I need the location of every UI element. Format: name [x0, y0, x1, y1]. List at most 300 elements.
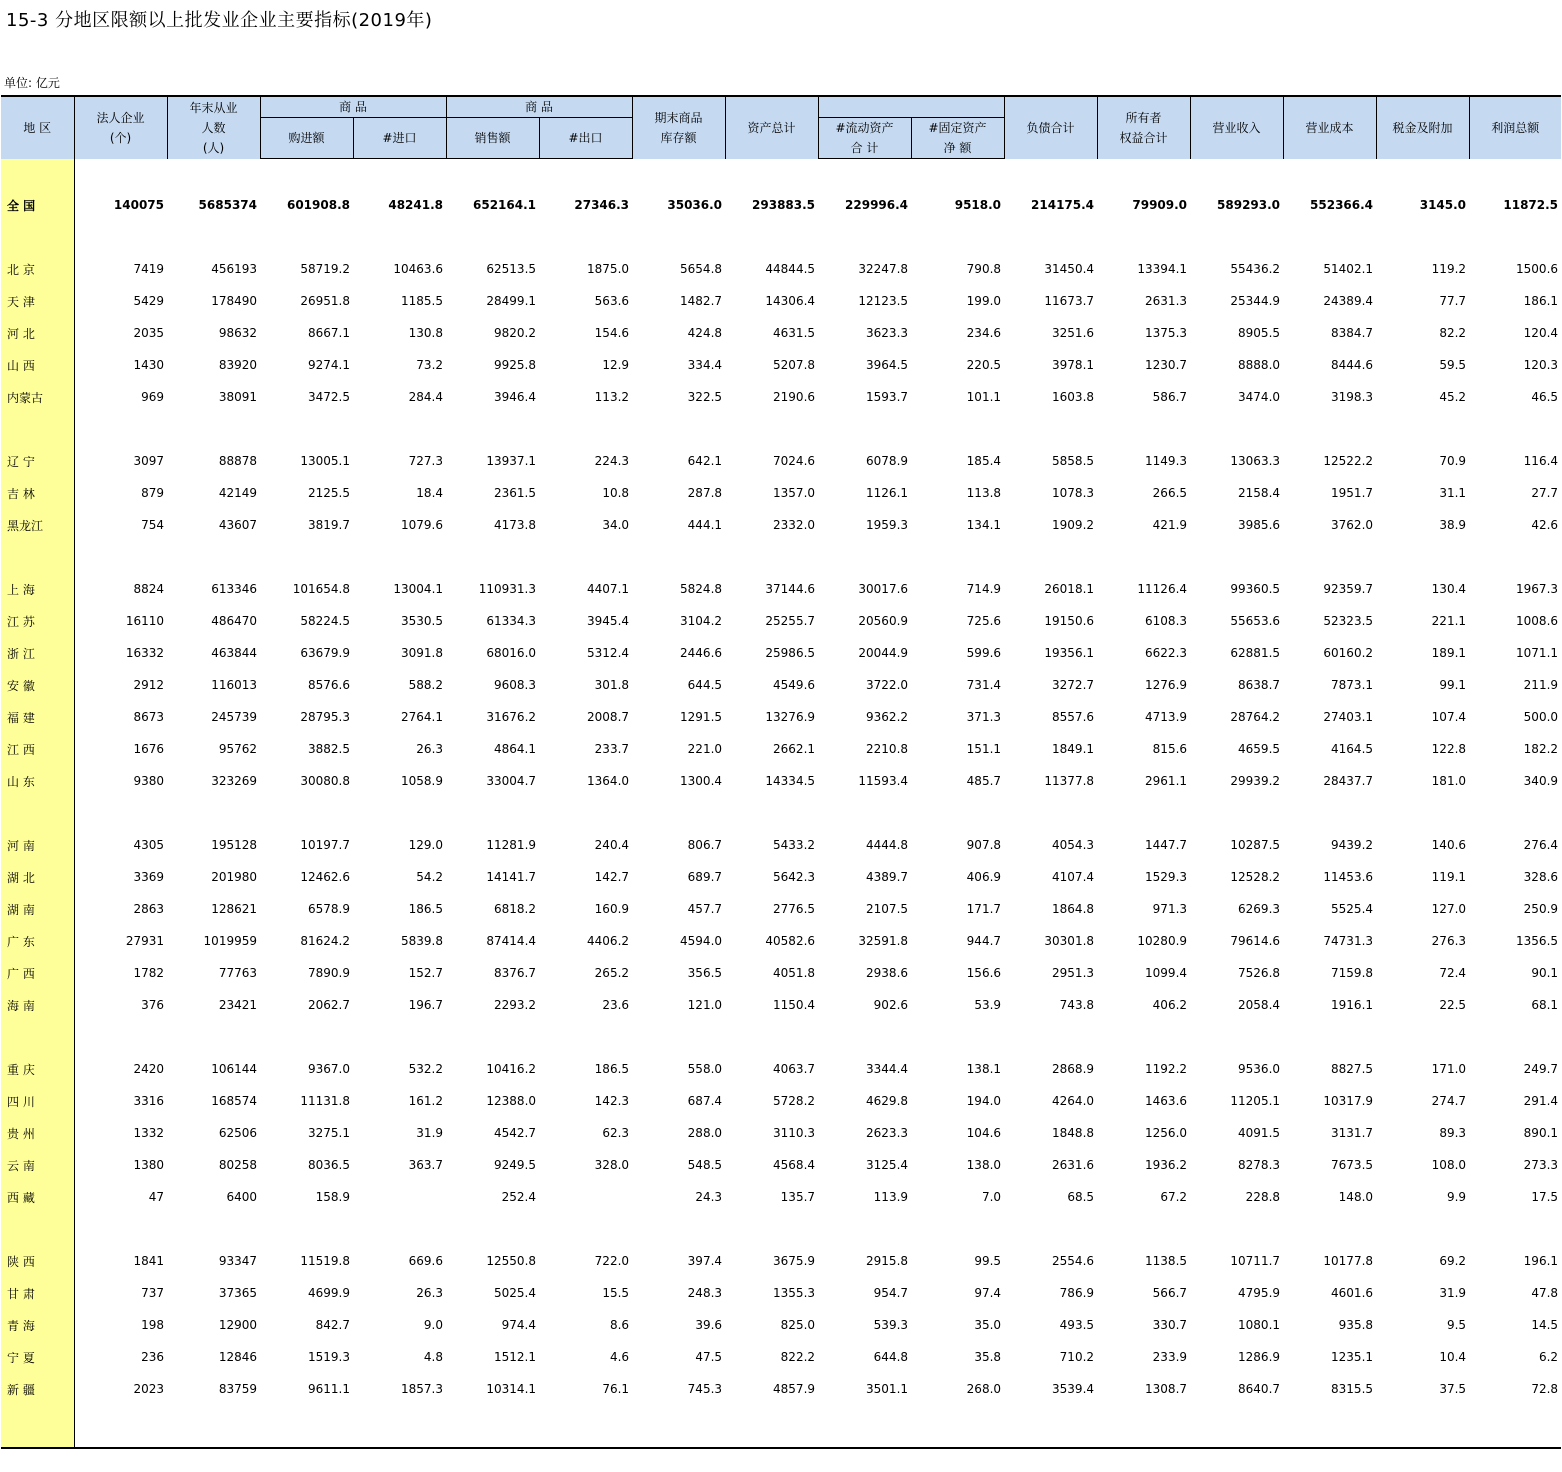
value-cell: 2125.5	[308, 486, 350, 500]
value-cell: 5642.3	[773, 870, 816, 884]
value-cell: 5525.4	[1331, 902, 1374, 916]
value-cell: 486470	[211, 614, 257, 628]
value-cell: 2662.1	[773, 742, 816, 756]
value-cell: 6.2	[1538, 1350, 1559, 1364]
value-cell: 1300.4	[680, 774, 723, 788]
value-cell: 10314.1	[486, 1382, 537, 1396]
value-cell: 43607	[218, 518, 257, 532]
value-cell: 134.1	[966, 518, 1002, 532]
value-cell: 1447.7	[1145, 838, 1188, 852]
value-cell: 11281.9	[486, 838, 537, 852]
value-cell: 4264.0	[1052, 1094, 1095, 1108]
value-cell: 1951.7	[1331, 486, 1374, 500]
table-row	[1, 1053, 1561, 1085]
value-cell: 334.4	[687, 358, 723, 372]
value-cell: 8278.3	[1238, 1158, 1281, 1172]
header-sales: 销售额	[446, 118, 539, 159]
value-cell: 8557.6	[1052, 710, 1095, 724]
value-cell: 25255.7	[765, 614, 816, 628]
region-cell: 广 东	[1, 925, 74, 957]
value-cell: 58719.2	[300, 262, 350, 276]
value-cell: 35036.0	[667, 198, 723, 212]
table-row	[1, 285, 1561, 317]
value-cell: 14.5	[1531, 1318, 1559, 1332]
value-cell: 99.5	[974, 1254, 1002, 1268]
value-cell: 5312.4	[587, 646, 630, 660]
value-cell: 12550.8	[486, 1254, 537, 1268]
value-cell: 2915.8	[866, 1254, 909, 1268]
value-cell: 644.8	[873, 1350, 909, 1364]
value-cell: 16110	[125, 614, 164, 628]
header-profit: 利润总额	[1469, 96, 1561, 159]
value-cell: 45.2	[1439, 390, 1467, 404]
value-cell: 62513.5	[486, 262, 537, 276]
value-cell: 1276.9	[1145, 678, 1188, 692]
value-cell: 406.9	[966, 870, 1002, 884]
value-cell: 127.0	[1431, 902, 1467, 916]
value-cell: 1071.1	[1516, 646, 1559, 660]
value-cell: 37365	[218, 1286, 257, 1300]
value-cell: 7526.8	[1238, 966, 1281, 980]
value-cell: 128621	[211, 902, 257, 916]
value-cell: 97.4	[974, 1286, 1002, 1300]
value-cell: 7.0	[981, 1190, 1002, 1204]
value-cell: 323269	[211, 774, 257, 788]
value-cell: 211.9	[1523, 678, 1559, 692]
region-cell: 甘 肃	[1, 1277, 74, 1309]
value-cell: 737	[141, 1286, 164, 1300]
value-cell: 11126.4	[1137, 582, 1188, 596]
value-cell: 1126.1	[866, 486, 909, 500]
value-cell: 5429	[133, 294, 164, 308]
value-cell: 72.8	[1531, 1382, 1559, 1396]
header-purchase: 购进额	[260, 118, 353, 159]
region-cell: 新 疆	[1, 1373, 74, 1405]
value-cell: 669.6	[408, 1254, 444, 1268]
value-cell: 725.6	[966, 614, 1002, 628]
value-cell: 83920	[218, 358, 257, 372]
value-cell: 95762	[218, 742, 257, 756]
value-cell: 9820.2	[494, 326, 537, 340]
value-cell: 1019959	[203, 934, 257, 948]
value-cell: 613346	[211, 582, 257, 596]
value-cell: 493.5	[1059, 1318, 1095, 1332]
value-cell: 652164.1	[473, 198, 537, 212]
value-cell: 288.0	[687, 1126, 723, 1140]
value-cell: 4601.6	[1331, 1286, 1374, 1300]
value-cell: 18.4	[416, 486, 444, 500]
value-cell: 107.4	[1431, 710, 1467, 724]
value-cell: 10317.9	[1323, 1094, 1374, 1108]
value-cell: 29939.2	[1230, 774, 1281, 788]
table-row	[1, 1373, 1561, 1405]
value-cell: 108.0	[1431, 1158, 1467, 1172]
value-cell: 714.9	[966, 582, 1002, 596]
value-cell: 4795.9	[1238, 1286, 1281, 1300]
value-cell: 4542.7	[494, 1126, 537, 1140]
value-cell: 1357.0	[773, 486, 816, 500]
value-cell: 1529.3	[1145, 870, 1188, 884]
value-cell: 4051.8	[773, 966, 816, 980]
value-cell: 12388.0	[486, 1094, 537, 1108]
value-cell: 171.7	[966, 902, 1002, 916]
value-cell: 113.2	[594, 390, 630, 404]
value-cell: 4864.1	[494, 742, 537, 756]
value-cell: 743.8	[1059, 998, 1095, 1012]
value-cell: 7159.8	[1331, 966, 1374, 980]
value-cell: 110931.3	[478, 582, 537, 596]
header-export: #出口	[539, 118, 632, 159]
value-cell: 5433.2	[773, 838, 816, 852]
value-cell: 1235.1	[1331, 1350, 1374, 1364]
value-cell: 5207.8	[773, 358, 816, 372]
value-cell: 4107.4	[1052, 870, 1095, 884]
value-cell: 2868.9	[1052, 1062, 1095, 1076]
value-cell: 148.0	[1338, 1190, 1374, 1204]
region-cell: 河 南	[1, 829, 74, 861]
value-cell: 2623.3	[866, 1126, 909, 1140]
value-cell: 28499.1	[486, 294, 537, 308]
value-cell: 48241.8	[388, 198, 444, 212]
value-cell: 52323.5	[1323, 614, 1374, 628]
value-cell: 51402.1	[1323, 262, 1374, 276]
value-cell: 229996.4	[845, 198, 909, 212]
value-cell: 171.0	[1431, 1062, 1467, 1076]
value-cell: 599.6	[966, 646, 1002, 660]
spacer-row	[1, 159, 1561, 190]
value-cell: 10711.7	[1230, 1254, 1281, 1268]
value-cell: 2420	[133, 1062, 164, 1076]
spacer-row	[1, 1021, 1561, 1053]
value-cell: 82.2	[1439, 326, 1467, 340]
value-cell: 101654.8	[292, 582, 350, 596]
value-cell: 3474.0	[1238, 390, 1281, 404]
value-cell: 8905.5	[1238, 326, 1281, 340]
value-cell: 250.9	[1523, 902, 1559, 916]
value-cell: 642.1	[687, 454, 723, 468]
value-cell: 40582.6	[765, 934, 816, 948]
table-row	[1, 1277, 1561, 1309]
value-cell: 276.3	[1431, 934, 1467, 948]
header-inventory: 期末商品 库存额	[632, 96, 725, 159]
header-tax: 税金及附加	[1376, 96, 1469, 159]
value-cell: 3882.5	[308, 742, 350, 756]
value-cell: 907.8	[966, 838, 1002, 852]
value-cell: 4.8	[423, 1350, 444, 1364]
table-row	[1, 701, 1561, 733]
value-cell: 1936.2	[1145, 1158, 1188, 1172]
value-cell: 39.6	[695, 1318, 723, 1332]
region-cell: 山 东	[1, 765, 74, 797]
value-cell: 371.3	[966, 710, 1002, 724]
value-cell: 363.7	[408, 1158, 444, 1172]
value-cell: 27931	[125, 934, 164, 948]
table-row	[1, 1341, 1561, 1373]
value-cell: 689.7	[687, 870, 723, 884]
value-cell: 563.6	[594, 294, 630, 308]
value-cell: 31.9	[416, 1126, 444, 1140]
value-cell: 104.6	[966, 1126, 1002, 1140]
value-cell: 122.8	[1431, 742, 1467, 756]
value-cell: 8444.6	[1331, 358, 1374, 372]
value-cell: 8827.5	[1331, 1062, 1374, 1076]
value-cell: 6400	[226, 1190, 257, 1204]
value-cell: 31.1	[1439, 486, 1467, 500]
region-cell: 湖 南	[1, 893, 74, 925]
value-cell: 77.7	[1439, 294, 1467, 308]
table-row	[1, 445, 1561, 477]
value-cell: 13276.9	[765, 710, 816, 724]
value-cell: 92359.7	[1323, 582, 1374, 596]
value-cell: 6622.3	[1145, 646, 1188, 660]
value-cell: 61334.3	[486, 614, 537, 628]
value-cell: 944.7	[966, 934, 1002, 948]
value-cell: 4173.8	[494, 518, 537, 532]
value-cell: 53.9	[974, 998, 1002, 1012]
value-cell: 485.7	[966, 774, 1002, 788]
value-cell: 11593.4	[858, 774, 909, 788]
value-cell: 552366.4	[1310, 198, 1374, 212]
value-cell: 1099.4	[1145, 966, 1188, 980]
value-cell: 70.9	[1439, 454, 1467, 468]
value-cell: 245739	[211, 710, 257, 724]
header-import: #进口	[353, 118, 446, 159]
value-cell: 8036.5	[308, 1158, 350, 1172]
value-cell: 9274.1	[308, 358, 350, 372]
value-cell: 37144.6	[765, 582, 816, 596]
value-cell: 1286.9	[1238, 1350, 1281, 1364]
value-cell: 35.0	[974, 1318, 1002, 1332]
value-cell: 1959.3	[866, 518, 909, 532]
value-cell: 2631.3	[1145, 294, 1188, 308]
value-cell: 3945.4	[587, 614, 630, 628]
value-cell: 6818.2	[494, 902, 537, 916]
value-cell: 77763	[218, 966, 257, 980]
value-cell: 99360.5	[1230, 582, 1281, 596]
value-cell: 1008.6	[1516, 614, 1559, 628]
value-cell: 87414.4	[486, 934, 537, 948]
value-cell: 424.8	[687, 326, 723, 340]
value-cell: 2863	[133, 902, 164, 916]
value-cell: 68016.0	[486, 646, 537, 660]
value-cell: 1967.3	[1516, 582, 1559, 596]
value-cell: 10197.7	[300, 838, 350, 852]
value-cell: 11673.7	[1044, 294, 1095, 308]
unit-label: 单位: 亿元	[4, 76, 60, 90]
value-cell: 586.7	[1152, 390, 1188, 404]
value-cell: 220.5	[966, 358, 1002, 372]
value-cell: 7419	[133, 262, 164, 276]
value-cell: 1185.5	[401, 294, 444, 308]
value-cell: 26018.1	[1044, 582, 1095, 596]
value-cell: 328.6	[1523, 870, 1559, 884]
value-cell: 214175.4	[1031, 198, 1095, 212]
region-cell: 重 庆	[1, 1053, 74, 1085]
value-cell: 731.4	[966, 678, 1002, 692]
value-cell: 37.5	[1439, 1382, 1467, 1396]
value-cell: 31450.4	[1044, 262, 1095, 276]
value-cell: 9925.8	[494, 358, 537, 372]
value-cell: 23.6	[602, 998, 630, 1012]
value-cell: 189.1	[1431, 646, 1467, 660]
value-cell: 268.0	[966, 1382, 1002, 1396]
value-cell: 5025.4	[494, 1286, 537, 1300]
value-cell: 11519.8	[300, 1254, 350, 1268]
value-cell: 31676.2	[486, 710, 537, 724]
region-cell: 山 西	[1, 349, 74, 381]
table-row	[1, 1149, 1561, 1181]
value-cell: 1782	[133, 966, 164, 980]
value-cell: 113.9	[873, 1190, 909, 1204]
value-cell: 199.0	[966, 294, 1002, 308]
value-cell: 20044.9	[858, 646, 909, 660]
value-cell: 10.8	[602, 486, 630, 500]
value-cell: 181.0	[1431, 774, 1467, 788]
value-cell: 60160.2	[1323, 646, 1374, 660]
table-row	[1, 189, 1561, 221]
value-cell: 22.5	[1439, 998, 1467, 1012]
header-equity: 所有者 权益合计	[1097, 96, 1190, 159]
value-cell: 1192.2	[1145, 1062, 1188, 1076]
header-current-assets: #流动资产 合 计	[818, 118, 911, 159]
value-cell: 185.4	[966, 454, 1002, 468]
spacer-row	[1, 541, 1561, 573]
header-cost: 营业成本	[1283, 96, 1376, 159]
value-cell: 47.8	[1531, 1286, 1559, 1300]
value-cell: 113.8	[966, 486, 1002, 500]
value-cell: 3251.6	[1052, 326, 1095, 340]
value-cell: 4164.5	[1331, 742, 1374, 756]
value-cell: 9536.0	[1238, 1062, 1281, 1076]
value-cell: 196.7	[408, 998, 444, 1012]
value-cell: 4091.5	[1238, 1126, 1281, 1140]
value-cell: 106144	[211, 1062, 257, 1076]
region-cell: 上 海	[1, 573, 74, 605]
value-cell: 25986.5	[765, 646, 816, 660]
value-cell: 116.4	[1523, 454, 1559, 468]
value-cell: 3369	[133, 870, 164, 884]
value-cell: 55436.2	[1230, 262, 1281, 276]
value-cell: 3946.4	[494, 390, 537, 404]
value-cell: 7890.9	[308, 966, 350, 980]
value-cell: 266.5	[1152, 486, 1188, 500]
value-cell: 9249.5	[494, 1158, 537, 1172]
value-cell: 6108.3	[1145, 614, 1188, 628]
value-cell: 444.1	[687, 518, 723, 532]
value-cell: 2776.5	[773, 902, 816, 916]
value-cell: 3978.1	[1052, 358, 1095, 372]
region-cell: 福 建	[1, 701, 74, 733]
value-cell: 79909.0	[1132, 198, 1188, 212]
value-cell: 14141.7	[486, 870, 537, 884]
header-assets-group	[818, 96, 1004, 118]
value-cell: 1909.2	[1052, 518, 1095, 532]
region-cell: 吉 林	[1, 477, 74, 509]
value-cell: 500.0	[1523, 710, 1559, 724]
value-cell: 1841	[133, 1254, 164, 1268]
region-cell: 全 国	[1, 189, 74, 221]
value-cell: 195128	[211, 838, 257, 852]
value-cell: 2332.0	[773, 518, 816, 532]
value-cell: 38091	[218, 390, 257, 404]
value-cell: 457.7	[687, 902, 723, 916]
value-cell: 99.1	[1439, 678, 1467, 692]
value-cell: 12900	[218, 1318, 257, 1332]
value-cell: 3762.0	[1331, 518, 1374, 532]
value-cell: 27403.1	[1323, 710, 1374, 724]
value-cell: 340.9	[1523, 774, 1559, 788]
value-cell: 8888.0	[1238, 358, 1281, 372]
table-row	[1, 861, 1561, 893]
value-cell: 4054.3	[1052, 838, 1095, 852]
value-cell: 68.1	[1531, 998, 1559, 1012]
table-row	[1, 829, 1561, 861]
value-cell: 9380	[133, 774, 164, 788]
value-cell: 19356.1	[1044, 646, 1095, 660]
value-cell: 14306.4	[765, 294, 816, 308]
value-cell: 8576.6	[308, 678, 350, 692]
value-cell: 1332	[133, 1126, 164, 1140]
indicators-table	[1, 95, 1561, 1449]
value-cell: 265.2	[594, 966, 630, 980]
region-cell: 黑龙江	[1, 509, 74, 541]
value-cell: 1080.1	[1238, 1318, 1281, 1332]
value-cell: 4549.6	[773, 678, 816, 692]
value-cell: 1149.3	[1145, 454, 1188, 468]
region-cell: 辽 宁	[1, 445, 74, 477]
value-cell: 101.1	[966, 390, 1002, 404]
value-cell: 1864.8	[1052, 902, 1095, 916]
table-row	[1, 893, 1561, 925]
value-cell: 30017.6	[858, 582, 909, 596]
value-cell: 3091.8	[401, 646, 444, 660]
value-cell: 140.6	[1431, 838, 1467, 852]
header-purchase-group: 商 品	[260, 96, 446, 118]
value-cell: 25344.9	[1230, 294, 1281, 308]
value-cell: 69.2	[1439, 1254, 1467, 1268]
value-cell: 2035	[133, 326, 164, 340]
value-cell: 7673.5	[1331, 1158, 1374, 1172]
value-cell: 98632	[218, 326, 257, 340]
value-cell: 233.7	[594, 742, 630, 756]
value-cell: 548.5	[687, 1158, 723, 1172]
value-cell: 168574	[211, 1094, 257, 1108]
value-cell: 9.9	[1446, 1190, 1467, 1204]
region-cell: 贵 州	[1, 1117, 74, 1149]
value-cell: 4699.9	[308, 1286, 350, 1300]
value-cell: 130.4	[1431, 582, 1467, 596]
table-row	[1, 1181, 1561, 1213]
value-cell: 13394.1	[1137, 262, 1188, 276]
value-cell: 76.1	[602, 1382, 630, 1396]
value-cell: 8384.7	[1331, 326, 1374, 340]
region-cell: 内蒙古	[1, 381, 74, 413]
value-cell: 822.2	[780, 1350, 816, 1364]
region-cell: 陕 西	[1, 1245, 74, 1277]
value-cell: 4857.9	[773, 1382, 816, 1396]
value-cell: 32591.8	[858, 934, 909, 948]
value-cell: 4.6	[609, 1350, 630, 1364]
value-cell: 186.1	[1523, 294, 1559, 308]
value-cell: 1676	[133, 742, 164, 756]
value-cell: 2938.6	[866, 966, 909, 980]
value-cell: 274.7	[1431, 1094, 1467, 1108]
value-cell: 196.1	[1523, 1254, 1559, 1268]
value-cell: 722.0	[594, 1254, 630, 1268]
value-cell: 8315.5	[1331, 1382, 1374, 1396]
value-cell: 3275.1	[308, 1126, 350, 1140]
header-region: 地 区	[1, 96, 74, 159]
